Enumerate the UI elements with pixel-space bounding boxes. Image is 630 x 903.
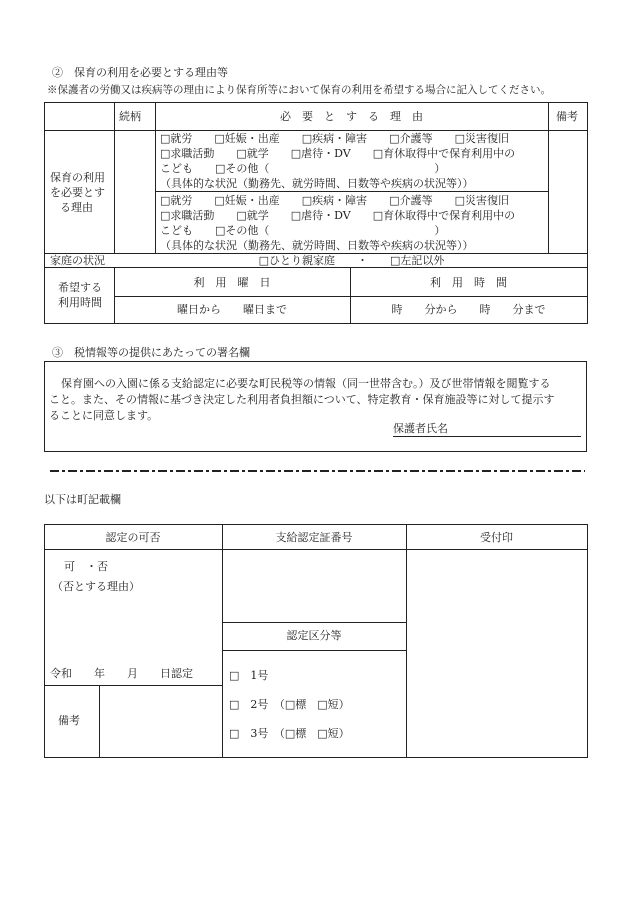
approval-options[interactable]: 可 ・否 bbox=[64, 560, 108, 573]
consent-box bbox=[44, 361, 587, 452]
hope-time-label: 希望する bbox=[58, 281, 102, 294]
cert-number-header: 支給認定証番号 bbox=[275, 531, 353, 544]
section2-title: ② 保育の利用を必要とする理由等 bbox=[52, 66, 228, 79]
stamp-header: 受付印 bbox=[480, 531, 513, 544]
reason-row-label: る理由 bbox=[60, 201, 93, 214]
col-relation-header: 続柄 bbox=[119, 110, 141, 123]
reason-line: □求職活動 □就学 □虐待・DV □育休取得中で保育利用中の bbox=[160, 209, 516, 222]
reason-detail-label: （具体的な状況（勤務先、就労時間、日数等や疾病の状況等）） bbox=[160, 177, 474, 190]
guardian-signature-field[interactable] bbox=[393, 422, 581, 437]
remarks-label: 備考 bbox=[58, 714, 80, 727]
hope-time-label: 利用時間 bbox=[58, 296, 102, 309]
use-days-field[interactable]: 曜日から 曜日まで bbox=[177, 303, 287, 316]
use-time-header: 利 用 時 間 bbox=[430, 276, 507, 289]
reason-line: □就労 □妊娠・出産 □疾病・障害 □介護等 □災害復旧 bbox=[160, 132, 509, 145]
reason-line: こども □その他（ ） bbox=[160, 224, 446, 237]
category-option-1[interactable]: □ 1号 bbox=[229, 669, 269, 682]
cert-number-field[interactable] bbox=[223, 551, 405, 621]
use-days-header: 利 用 曜 日 bbox=[193, 276, 271, 289]
col-reason-header: 必 要 と す る 理 由 bbox=[280, 110, 423, 123]
section2-note: ※保護者の労働又は疾病等の理由により保育所等において保育の利用を希望する場合に記入してください。 bbox=[47, 84, 551, 96]
cut-line-divider bbox=[50, 470, 585, 472]
reason-line: こども □その他（ ） bbox=[160, 162, 446, 175]
category-header: 認定区分等 bbox=[286, 629, 342, 642]
consent-text: ることに同意します。 bbox=[49, 409, 159, 422]
reason-row-label: を必要とす bbox=[50, 186, 105, 199]
category-option-3[interactable]: □ 3号 （□標 □短） bbox=[229, 727, 350, 740]
consent-text: 保育園への入園に係る支給認定に必要な町民税等の情報（同一世帯含む。）及び世帯情報を閲覧する bbox=[61, 377, 551, 390]
approval-header: 認定の可否 bbox=[105, 531, 161, 544]
stamp-area bbox=[407, 550, 586, 756]
reason-line: □求職活動 □就学 □虐待・DV □育休取得中で保育利用中の bbox=[160, 147, 516, 160]
use-time-field[interactable]: 時 分から 時 分まで bbox=[391, 303, 546, 316]
remarks-field[interactable] bbox=[100, 686, 221, 756]
guardian-name-label: 保護者氏名 bbox=[393, 422, 448, 435]
consent-text: こと。また、その情報に基づき決定した利用者負担額について、特定教育・保育施設等に対して提示す bbox=[49, 393, 555, 406]
reason-line: □就労 □妊娠・出産 □疾病・障害 □介護等 □災害復旧 bbox=[160, 194, 509, 207]
town-section-title: 以下は町記載欄 bbox=[44, 493, 121, 506]
col-remarks-header: 備考 bbox=[556, 110, 578, 123]
family-status-label: 家庭の状況 bbox=[50, 254, 105, 267]
approval-date[interactable]: 令和 年 月 日認定 bbox=[50, 667, 193, 680]
reason-row-label: 保育の利用 bbox=[50, 171, 105, 184]
category-option-2[interactable]: □ 2号 （□標 □短） bbox=[229, 698, 350, 711]
family-status-options[interactable]: □ひとり親家庭 ・ □左記以外 bbox=[258, 254, 445, 267]
section3-title: ③ 税情報等の提供にあたっての署名欄 bbox=[52, 346, 250, 359]
reject-reason-label: （否とする理由） bbox=[52, 580, 140, 593]
reason-detail-label: （具体的な状況（勤務先、就労時間、日数等や疾病の状況等）） bbox=[160, 239, 474, 252]
